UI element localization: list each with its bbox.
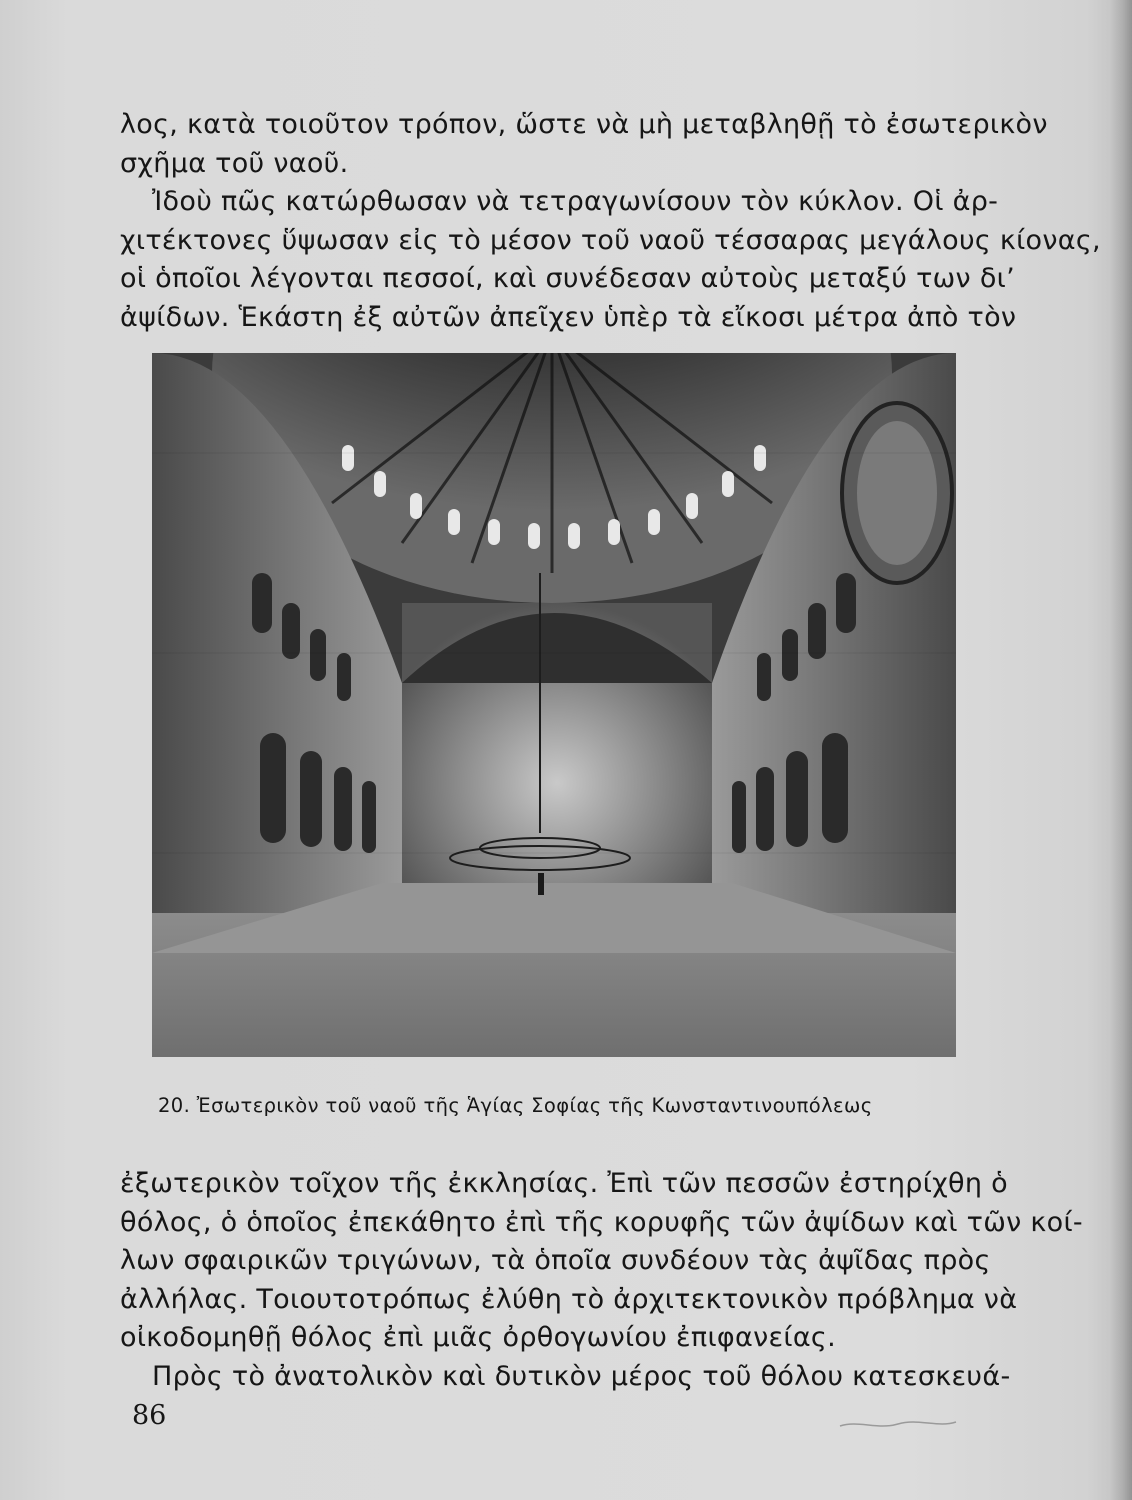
text-line: οἰκοδομηθῇ θόλος ἐπὶ μιᾶς ὀρθογωνίου ἐπιφανείας. — [120, 1322, 836, 1353]
text-line: οἱ ὁποῖοι λέγονται πεσσοί, καὶ συνέδεσαν αὐτοὺς μεταξύ των δι’ — [120, 263, 1015, 294]
text-line: ἀλλήλας. Τοιουτοτρόπως ἐλύθη τὸ ἀρχιτεκτονικὸν πρόβλημα νὰ — [120, 1283, 1018, 1315]
bottom-paragraph — [120, 1165, 1083, 1396]
text-line: λων σφαιρικῶν τριγώνων, τὰ ὁποῖα συνδέουν τὰς ἀψῖδας πρὸς — [120, 1245, 991, 1276]
pencil-mark-icon — [838, 1408, 958, 1438]
text-line: ἐξωτερικὸν τοῖχον τῆς ἐκκλησίας. Ἐπὶ τῶν πεσσῶν ἐστηρίχθη ὁ — [120, 1168, 1008, 1199]
text-line: ἀψίδων. Ἑκάστη ἐξ αὐτῶν ἀπεῖχεν ὑπὲρ τὰ εἴκοσι μέτρα ἀπὸ τὸν — [120, 301, 1017, 333]
top-paragraph — [120, 106, 1101, 337]
text-line: λος, κατὰ τοιοῦτον τρόπον, ὥστε νὰ μὴ μεταβληθῇ τὸ ἐσωτερικὸν — [120, 109, 1048, 140]
figure-caption: 20. Ἐσωτερικὸν τοῦ ναοῦ τῆς Ἁγίας Σοφίας τῆς Κωνσταντινουπόλεως — [158, 1094, 873, 1117]
page-number: 86 — [132, 1400, 167, 1431]
text-line: Ἰδοὺ πῶς κατώρθωσαν νὰ τετραγωνίσουν τὸν κύκλον. Οἱ ἀρ- — [152, 186, 999, 217]
text-line: σχῆμα τοῦ ναοῦ. — [120, 147, 349, 179]
text-line: Πρὸς τὸ ἀνατολικὸν καὶ δυτικὸν μέρος τοῦ θόλου κατεσκευά- — [152, 1360, 1011, 1392]
hagia-sophia-interior-photo — [152, 353, 956, 1057]
text-line: θόλος, ὁ ὁποῖος ἐπεκάθητο ἐπὶ τῆς κορυφῆς τῶν ἀψίδων καὶ τῶν κοί- — [120, 1206, 1083, 1238]
text-line: χιτέκτονες ὕψωσαν εἰς τὸ μέσον τοῦ ναοῦ τέσσαρας μεγάλους κίονας, — [120, 224, 1101, 256]
page-edge-shadow — [1110, 0, 1132, 1500]
